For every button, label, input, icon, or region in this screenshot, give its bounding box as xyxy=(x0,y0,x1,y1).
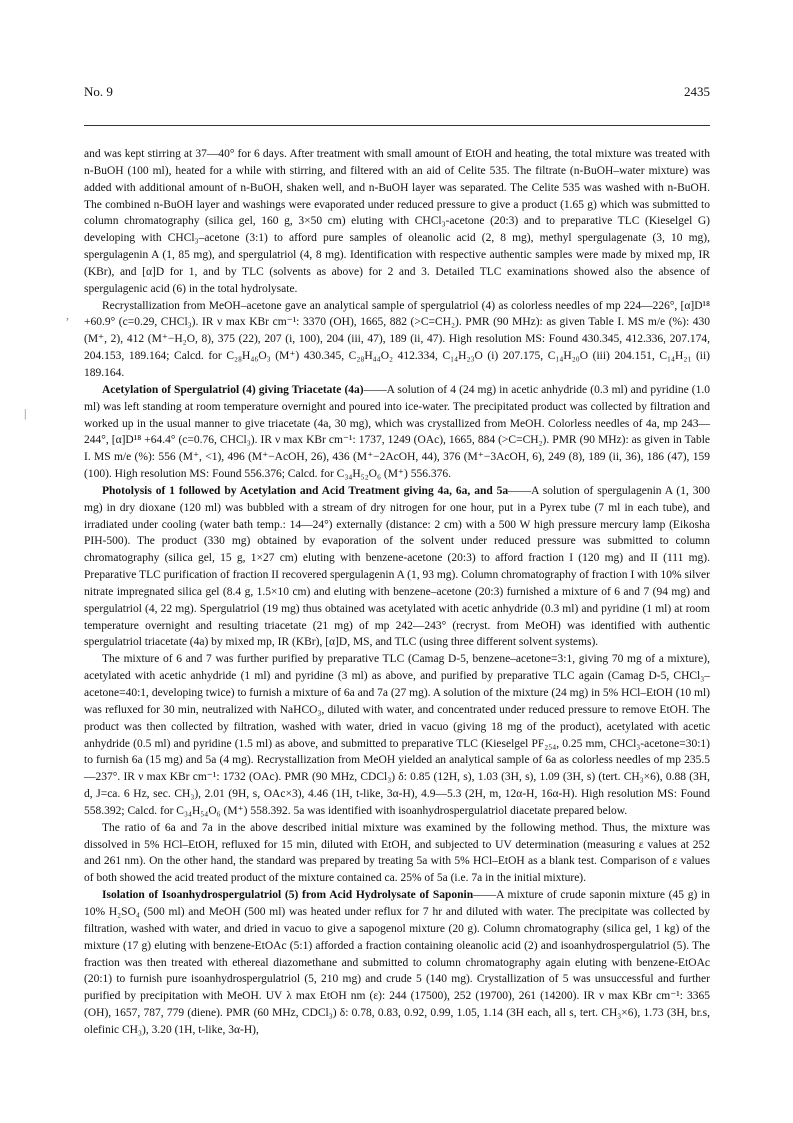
paragraph: The mixture of 6 and 7 was further purified by preparative TLC (Camag D-5, benzene–acetone=3:1, giving 70 mg of a mixture), acetylated with acetic anhydride (1 ml) and pyridine (3 ml) as above, and purified by preparative TLC again (Camag D-5, CHCl₃–acetone=40:1, developing twice) to furnish a mixture of 6a and 7a (27 mg). A solution of the mixture (24 mg) in 5% HCl–EtOH (10 ml) was refluxed for 30 min, neutralized with NaHCO₃, diluted with water, and concentrated under reduced pressure to remove EtOH. The product was then collected by filtration, washed with water, dried in vacuo (giving 18 mg of the product), acetylated with acetic anhydride (0.5 ml) and pyridine (1.5 ml) as above, and submitted to preparative TLC (Kieselgel PF₂₅₄, 0.25 mm, CHCl₃-acetone=30:1) to furnish 6a (15 mg) and 5a (4 mg). Recrystallization from MeOH yielded an analytical sample of 6a as colorless needles of mp 235.5—237°. IR ν max KBr cm⁻¹: 1732 (OAc). PMR (90 MHz, CDCl₃) δ: 0.85 (12H, s), 1.03 (3H, s), 1.09 (3H, s) (tert. CH₃×6), 0.88 (3H, d, J=ca. 6 Hz, sec. CH₃), 2.01 (9H, s, OAc×3), 4.46 (1H, t-like, 3α-H), 4.9—5.3 (2H, m, 12α-H, 16α-H). High resolution MS: Found 558.392; Calcd. for C₃₄H₅₄O₆ (M⁺) 558.392. 5a was identified with isoanhydrospergulatriol diacetate prepared below. xyxy=(84,653,710,817)
paragraph: Recrystallization from MeOH–acetone gave an analytical sample of spergulatriol (4) as colorless needles of mp 224—226°, [α]D¹⁸ +60.9° (c=0.29, CHCl₃). IR ν max KBr cm⁻¹: 3370 (OH), 1665, 882 (>C=CH₂). PMR (90 MHz): as given Table I. MS m/e (%): 430 (M⁺, 2), 412 (M⁺−H₂O, 8), 375 (22), 207 (i, 100), 204 (iii, 47), 189 (ii, 47). High resolution MS: Found 430.345, 412.336, 207.174, 204.153, 189.164; Calcd. for C₂₈H₄₆O₃ (M⁺) 430.345, C₂₈H₄₄O₂ 412.334, C₁₄H₂₃O (i) 207.175, C₁₄H₂₀O (iii) 204.151, C₁₄H₂₁ (ii) 189.164. xyxy=(84,299,710,379)
page-header xyxy=(84,84,710,104)
section-heading: Acetylation of Spergulatriol (4) giving Triacetate (4a) xyxy=(102,383,364,396)
margin-mark: | xyxy=(24,406,27,420)
paragraph-text: ——A solution of spergulagenin A (1, 300 mg) in dry dioxane (120 ml) was bubbled with a stream of dry nitrogen for one hour, put in a Pyrex tube (7 ml in each tube), and irradiated under cooling (water bath temp.: 14—24°) externally (distance: 2 cm) with a 500 W high pressure mercury lamp (Eikosha PIH-500). The product (330 mg) obtained by evaporation of the solvent under reduced pressure was submitted to column chromatography (silica gel, 15 g, 1×27 cm) eluting with benzene-acetone (20:3) to afford fraction I (120 mg) and II (111 mg). Preparative TLC purification of fraction II recovered spergulagenin A (1, 93 mg). Column chromatography of fraction I with 10% silver nitrate impregnated silica gel (8.4 g, 1.5×10 cm) and eluting with benzene–acetone (20:3) furnished a mixture of 6 and 7 (94 mg) and spergulatriol (4, 22 mg). Spergulatriol (19 mg) thus obtained was acetylated with acetic anhydride (0.3 ml) and pyridine (1 ml) at room temperature overnight and resulting triacetate (21 mg) of mp 242—243° (recryst. from MeOH) was identified with authentic spergulatriol triacetate (4a) by mixed mp, IR (KBr), [α]D, MS, and TLC (using three different solvent systems). xyxy=(84,484,710,649)
paragraph-text: ——A solution of 4 (24 mg) in acetic anhydride (0.3 ml) and pyridine (1.0 ml) was left standing at room temperature overnight and poured into ice-water. The precipitated product was collected by filtration and worked up in the usual manner to give triacetate (4a, 30 mg), which was crystallized from MeOH. Colorless needles of 4a, mp 243—244°, [α]D¹⁸ +64.4° (c=0.76, CHCl₃). IR ν max KBr cm⁻¹: 1737, 1249 (OAc), 1665, 884 (>C=CH₂). PMR (90 MHz): as given in Table I. MS m/e (%): 556 (M⁺, <1), 496 (M⁺−AcOH, 26), 436 (M⁺−2AcOH, 44), 376 (M⁺−3AcOH, 6), 249 (8), 189 (ii, 36), 186 (47), 159 (100). High resolution MS: Found 556.376; Calcd. for C₃₄H₅₂O₆ (M⁺) 556.376. xyxy=(84,383,710,481)
margin-mark: , xyxy=(66,308,69,322)
paragraph xyxy=(84,887,710,1039)
paragraph xyxy=(84,382,710,483)
page-number: 2435 xyxy=(684,84,710,99)
section-heading: Isolation of Isoanhydrospergulatriol (5) from Acid Hydrolysate of Saponin xyxy=(102,889,474,902)
paragraph xyxy=(84,483,710,651)
section-heading: Photolysis of 1 followed by Acetylation and Acid Treatment giving 4a, 6a, and 5a xyxy=(102,484,509,497)
header-rule xyxy=(84,125,710,126)
paragraph: The ratio of 6a and 7a in the above described initial mixture was examined by the following method. Thus, the mixture was dissolved in 5% HCl–EtOH, refluxed for 15 min, diluted with EtOH, and subjected to UV determination (measuring ε values at 252 and 261 nm). On the other hand, the standard was prepared by treating 5a with 5% HCl–EtOH as a blank test. Comparison of ε values of both showed the acid treated product of the mixture contained ca. 25% of 5a (i.e. 7a in the initial mixture). xyxy=(84,821,710,885)
journal-number: No. 9 xyxy=(84,84,113,99)
paragraph: and was kept stirring at 37—40° for 6 days. After treatment with small amount of EtOH and heating, the total mixture was treated with n-BuOH (100 ml), heated for a while with stirring, and filtered with an aid of Celite 535. The filtrate (n-BuOH–water mixture) was added with additional amount of n-BuOH, shaken well, and n-BuOH layer was separated. The Celite 535 was washed with n-BuOH. The combined n-BuOH layer and washings were evaporated under reduced pressure to give a product (1.65 g) which was submitted to column chromatography (silica gel, 160 g, 3×50 cm) eluting with CHCl₃-acetone (20:3) and to preparative TLC (Kieselgel G) developing with CHCl₃–acetone (3:1) to afford pure samples of oleanolic acid (2, 8 mg), methyl spergulagenate (3, 10 mg), spergulagenin A (1, 85 mg), and spergulatriol (4, 8 mg). Identification with respective authentic samples were made by mixed mp, IR (KBr), and [α]D for 1, and by TLC (solvents as above) for 2 and 3. Detailed TLC examinations showed also the absence of spergulagenic acid (6) in the total hydrolysate. xyxy=(84,148,710,295)
paragraph-text: ——A mixture of crude saponin mixture (45 g) in 10% H₂SO₄ (500 ml) and MeOH (500 ml) was heated under reflux for 7 hr and diluted with water. The precipitate was collected by filtration, washed with water, and dried in vacuo to give a sapogenol mixture (20 g). Column chromatography (silica gel, 1 kg) of the mixture (17 g) eluting with benzene-EtOAc (5:1) afforded a fraction containing oleanolic acid (2) and isoanhydrospergulatriol (5). The fraction was then treated with ethereal diazomethane and submitted to column chromatography again eluting with benzene-EtOAc (20:1) to furnish pure isoanhydrospergulatriol (5, 210 mg) and crude 5 (140 mg). Crystallization of 5 was unsuccessful and further purified by precipitation with MeOH. UV λ max EtOH nm (ε): 244 (17500), 252 (19700), 261 (14200). IR ν max KBr cm⁻¹: 3365 (OH), 1657, 787, 779 (diene). PMR (60 MHz, CDCl₃) δ: 0.78, 0.83, 0.92, 0.99, 1.05, 1.14 (3H each, all s, tert. CH₃×6), 1.73 (3H, br.s, olefinic CH₃), 3.20 (1H, t-like, 3α-H), xyxy=(84,889,710,1036)
article-body xyxy=(84,146,710,1039)
